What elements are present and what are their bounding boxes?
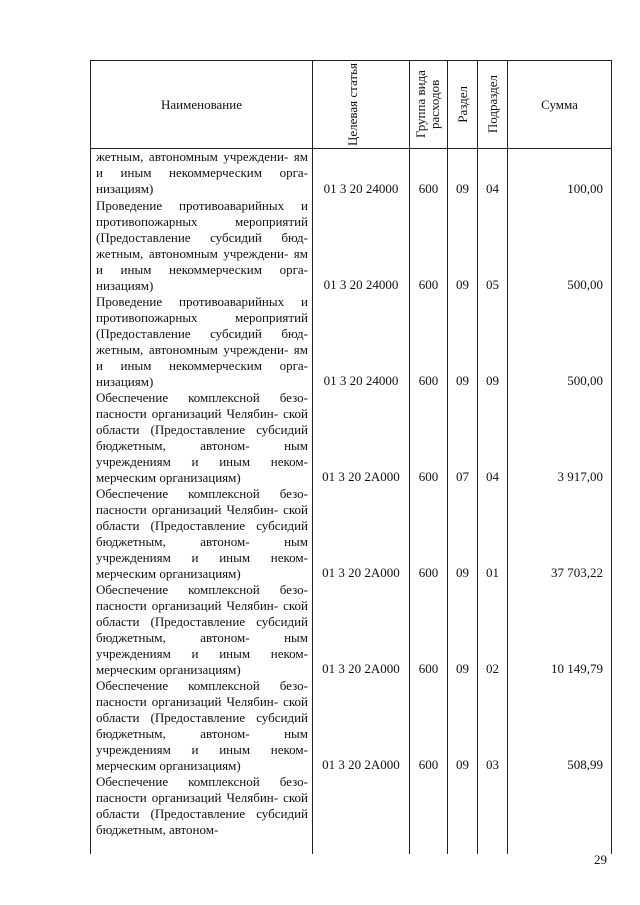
header-expense-group: Группа вида расходов xyxy=(412,70,442,139)
row-group: 600 xyxy=(410,486,448,582)
row-code: 01 3 20 2А000 xyxy=(313,486,410,582)
row-sum: 3 917,00 xyxy=(508,390,612,486)
row-section: 09 xyxy=(448,198,478,294)
row-group xyxy=(410,774,448,854)
row-subsection: 05 xyxy=(478,198,508,294)
row-code: 01 3 20 2А000 xyxy=(313,678,410,774)
header-subsection: Подраздел xyxy=(484,75,500,134)
row-section: 09 xyxy=(448,678,478,774)
header-section: Раздел xyxy=(454,86,470,123)
budget-table-container xyxy=(90,60,612,854)
header-name: Наименование xyxy=(91,61,313,149)
header-subsection-cell xyxy=(478,61,508,149)
row-code: 01 3 20 2А000 xyxy=(313,390,410,486)
row-name: жетным, автономным учреждени- ям и иным некоммерческим орга- низациям) xyxy=(91,149,313,198)
row-section: 09 xyxy=(448,486,478,582)
header-section-cell xyxy=(448,61,478,149)
row-group: 600 xyxy=(410,294,448,390)
table-row xyxy=(91,390,612,486)
row-name: Обеспечение комплексной безо- пасности организаций Челябин- ской области (Предоставление субсидий бюджетным, автоном- ным учреждениям и иным неком- мерческим организациям) xyxy=(91,678,313,774)
row-sum: 508,99 xyxy=(508,678,612,774)
row-sum: 500,00 xyxy=(508,198,612,294)
row-section: 09 xyxy=(448,294,478,390)
row-subsection: 02 xyxy=(478,582,508,678)
table-header-row xyxy=(91,61,612,149)
row-code: 01 3 20 24000 xyxy=(313,198,410,294)
table-row xyxy=(91,582,612,678)
table-row xyxy=(91,198,612,294)
header-sum: Сумма xyxy=(508,61,612,149)
row-name: Проведение противоаварийных и противопожарных мероприятий (Предоставление субсидий бюд- жетным, автономным учреждени- ям и иным некоммерческим орга- низациям) xyxy=(91,198,313,294)
row-sum: 100,00 xyxy=(508,149,612,198)
table-row xyxy=(91,486,612,582)
budget-table xyxy=(90,60,612,854)
table-row xyxy=(91,149,612,198)
row-section xyxy=(448,774,478,854)
row-sum: 500,00 xyxy=(508,294,612,390)
page-number: 29 xyxy=(594,852,607,867)
row-subsection: 04 xyxy=(478,149,508,198)
table-row xyxy=(91,774,612,854)
row-subsection xyxy=(478,774,508,854)
header-target-article: Целевая статья xyxy=(345,62,360,146)
header-expense-group-cell xyxy=(410,61,448,149)
row-section: 07 xyxy=(448,390,478,486)
table-row xyxy=(91,294,612,390)
row-group: 600 xyxy=(410,149,448,198)
row-sum: 37 703,22 xyxy=(508,486,612,582)
row-section: 09 xyxy=(448,582,478,678)
row-sum: 10 149,79 xyxy=(508,582,612,678)
row-subsection: 04 xyxy=(478,390,508,486)
row-name: Обеспечение комплексной безо- пасности организаций Челябин- ской области (Предоставление субсидий бюджетным, автоном- xyxy=(91,774,313,854)
row-subsection: 03 xyxy=(478,678,508,774)
table-row xyxy=(91,678,612,774)
row-code: 01 3 20 24000 xyxy=(313,149,410,198)
row-code xyxy=(313,774,410,854)
row-group: 600 xyxy=(410,582,448,678)
row-name: Проведение противоаварийных и противопожарных мероприятий (Предоставление субсидий бюд- жетным, автономным учреждени- ям и иным некоммерческим орга- низациям) xyxy=(91,294,313,390)
row-section: 09 xyxy=(448,149,478,198)
row-code: 01 3 20 2А000 xyxy=(313,582,410,678)
row-name: Обеспечение комплексной безо- пасности организаций Челябин- ской области (Предоставление субсидий бюджетным, автоном- ным учреждениям и иным неком- мерческим организациям) xyxy=(91,390,313,486)
row-code: 01 3 20 24000 xyxy=(313,294,410,390)
row-group: 600 xyxy=(410,390,448,486)
row-subsection: 01 xyxy=(478,486,508,582)
row-subsection: 09 xyxy=(478,294,508,390)
row-group: 600 xyxy=(410,198,448,294)
row-sum xyxy=(508,774,612,854)
row-name: Обеспечение комплексной безо- пасности организаций Челябин- ской области (Предоставление субсидий бюджетным, автоном- ным учреждениям и иным неком- мерческим организациям) xyxy=(91,582,313,678)
header-target-article-cell xyxy=(313,61,410,149)
row-group: 600 xyxy=(410,678,448,774)
row-name: Обеспечение комплексной безо- пасности организаций Челябин- ской области (Предоставление субсидий бюджетным, автоном- ным учреждениям и иным неком- мерческим организациям) xyxy=(91,486,313,582)
